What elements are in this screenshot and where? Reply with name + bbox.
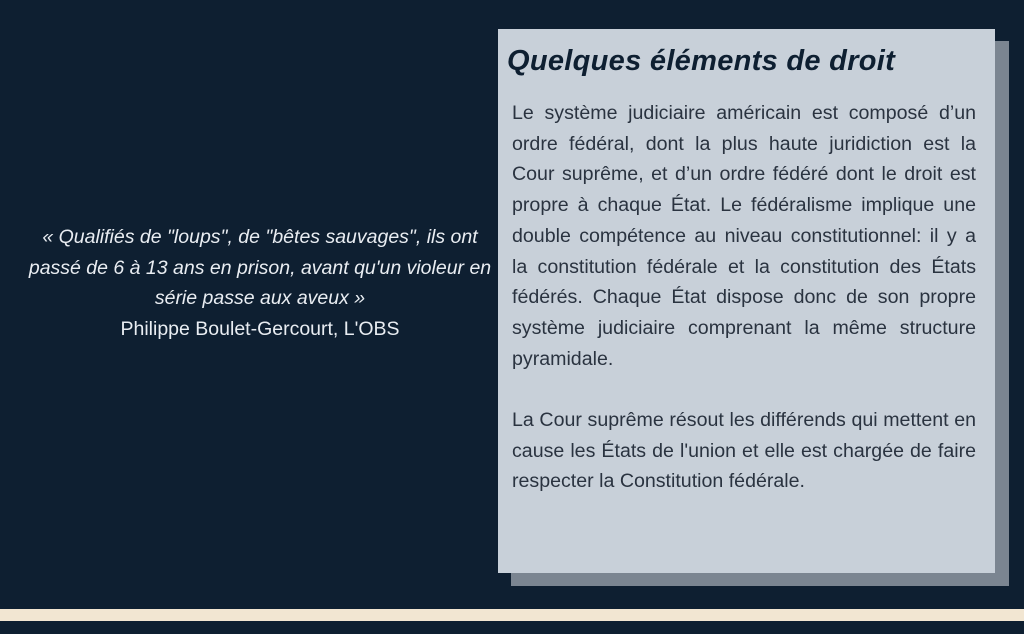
panel-paragraph-2: La Cour suprême résout les différends qui mettent en cause les États de l'union et elle est chargée de faire respecter la Constitution fédérale. (512, 409, 976, 493)
info-panel (498, 29, 995, 573)
panel-paragraph-1: Le système judiciaire américain est composé d’un ordre fédéral, dont la plus haute juridiction est la Cour suprême, et d’un ordre fédéré dont le droit est propre à chaque État. Le fédéralisme implique une double compétence au niveau constitutionnel: il y a la constitution fédérale et la constitution des États fédérés. Chaque État dispose donc de son propre système judiciaire comprenant la même structure pyramidale. (512, 102, 976, 370)
panel-body (512, 98, 976, 497)
quote-text: « Qualifiés de "loups", de "bêtes sauvages", ils ont passé de 6 à 13 ans en prison, avant qu'un violeur en série passe aux aveux » (28, 226, 492, 309)
quote-author: Philippe Boulet-Gercourt, L'OBS (120, 317, 400, 340)
bottom-band (0, 609, 1024, 621)
panel-title: Quelques éléments de droit (507, 45, 896, 77)
quote-block (20, 222, 500, 344)
